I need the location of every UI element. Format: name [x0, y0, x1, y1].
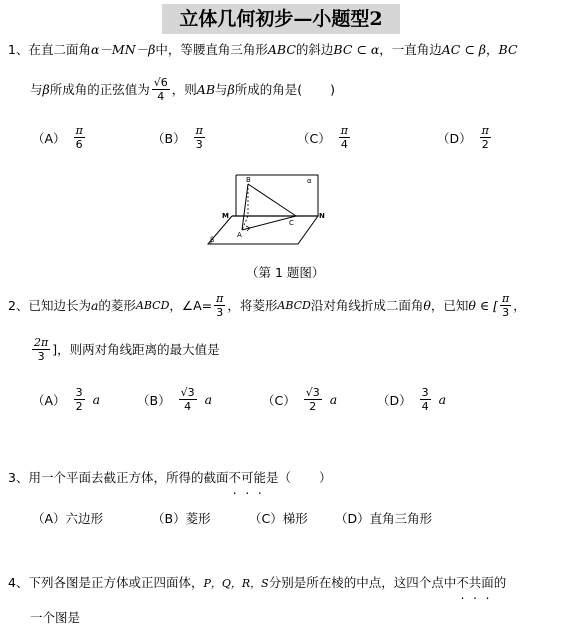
q3-emphasis: 不	[228, 470, 241, 485]
q2-text: ，	[513, 297, 526, 313]
q3-emphasis: 可	[240, 470, 254, 485]
q3-text: 是	[266, 470, 279, 485]
q2-line1	[8, 292, 526, 319]
q4-text: 的	[493, 575, 507, 590]
q1-text: 与	[30, 81, 43, 97]
q1-ab: AB	[196, 81, 216, 97]
q2-angle-value: $\frac{\pi}{3}$	[216, 292, 224, 319]
q1-text: ，则	[171, 81, 197, 97]
q1-line1	[8, 40, 518, 60]
q1-beta: β	[42, 81, 50, 97]
q2-text: 2、已知边长为	[8, 297, 91, 313]
q2-range-low: $\frac{\pi}{3}$	[502, 292, 510, 319]
q2-angle: ，∠A=	[169, 297, 213, 313]
q3-text: ）	[319, 470, 332, 485]
q1-text: 中，等腰直角三角形	[155, 42, 268, 57]
q2-option-d[interactable]: （D） $\frac{3}{4}$ a	[377, 386, 447, 413]
q3-option-d[interactable]: （D）直角三角形	[335, 511, 433, 526]
q2-theta-range: θ ∈ [	[468, 297, 499, 313]
q2-option-c[interactable]: （C） $\frac{√3}{2}$ a	[262, 386, 338, 413]
q4-line1	[8, 573, 506, 594]
side-ba	[242, 184, 248, 230]
q1-beta: β	[227, 81, 235, 97]
q2-theta: θ	[423, 297, 431, 313]
q1-text: 1、在直二面角	[8, 42, 91, 57]
q1-sine-value: $\frac{√6}{4}$	[153, 76, 168, 103]
q3-option-c[interactable]: （C）梯形	[249, 511, 308, 526]
q1-figure	[200, 170, 340, 250]
q1-option-b[interactable]: （B） $\frac{\pi}{3}$	[152, 124, 203, 151]
q1-option-c[interactable]: （C） $\frac{\pi}{4}$	[297, 124, 348, 151]
q1-triangle: ABC	[267, 42, 296, 57]
q1-text: 所成的角是(	[234, 81, 303, 97]
q3-text: 3、用一个平面去截正方体，所得的截面	[8, 470, 229, 485]
q2-text: 的菱形	[98, 297, 136, 313]
q1-figure-caption: （第 1 题图）	[246, 265, 325, 280]
q2-text: ]，则两对角线距离的最大值是	[52, 341, 220, 357]
q2-option-b[interactable]: （B） $\frac{√3}{4}$ a	[137, 386, 213, 413]
q2-var-a: a	[90, 297, 99, 313]
q4-text: 4、下列各图是正方体或正四面体，	[8, 575, 204, 590]
label-m: M	[222, 212, 229, 220]
q1-line2	[30, 76, 335, 103]
q4-emphasis: 共	[468, 575, 482, 590]
plane-beta	[208, 216, 318, 244]
q4-emphasis: 面	[481, 575, 494, 590]
q2-text: ，将菱形	[227, 297, 278, 313]
q1-bc-in-alpha: BC ⊂ α	[333, 42, 380, 57]
page-title: 立体几何初步—小题型2	[162, 4, 400, 34]
q3-emphasis: 能	[253, 470, 267, 485]
q4-text: 分别是所在棱的中点，这四个点中	[268, 575, 457, 590]
q4-emphasis: 不	[456, 575, 469, 590]
label-b: B	[246, 176, 251, 184]
q1-ac-in-beta: AC ⊂ β	[441, 42, 487, 57]
q2-rhombus: ABCD	[277, 298, 311, 312]
label-c: C	[289, 219, 294, 227]
q1-text: ，	[486, 42, 499, 57]
q1-dihedral: α－MN－β	[90, 42, 156, 57]
q2-rhombus: ABCD	[135, 298, 170, 312]
q2-line2	[30, 336, 220, 363]
q3-option-b[interactable]: （B）菱形	[152, 511, 211, 526]
q3-text: （	[278, 470, 292, 485]
q4-line2: 一个图是	[30, 610, 81, 625]
q1-option-d[interactable]: （D） $\frac{\pi}{2}$	[437, 124, 489, 151]
q3-line1	[8, 468, 332, 488]
q1-text: ，一直角边	[379, 42, 442, 57]
q1-bc: BC	[498, 42, 518, 57]
label-n: N	[319, 212, 325, 220]
q1-text: 的斜边	[295, 42, 334, 57]
q2-range-high: $\frac{2\pi}{3}$	[34, 336, 49, 363]
q4-points: P，Q，R，S	[203, 577, 269, 590]
q2-option-a[interactable]: （A） $\frac{3}{2}$ a	[32, 386, 101, 413]
q1-text: 所成角的正弦值为	[49, 81, 150, 97]
label-beta: β	[210, 236, 215, 244]
q3-option-a[interactable]: （A）六边形	[32, 511, 104, 526]
q1-option-a[interactable]: （A） $\frac{\pi}{6}$	[32, 124, 83, 151]
q1-text: )	[330, 81, 336, 97]
q1-text: 与	[215, 81, 228, 97]
label-alpha: α	[307, 177, 312, 185]
label-a: A	[237, 231, 242, 239]
q2-text: 沿对角线折成二面角	[310, 297, 424, 313]
q2-text: ，已知	[430, 297, 469, 313]
side-bc	[248, 184, 296, 216]
